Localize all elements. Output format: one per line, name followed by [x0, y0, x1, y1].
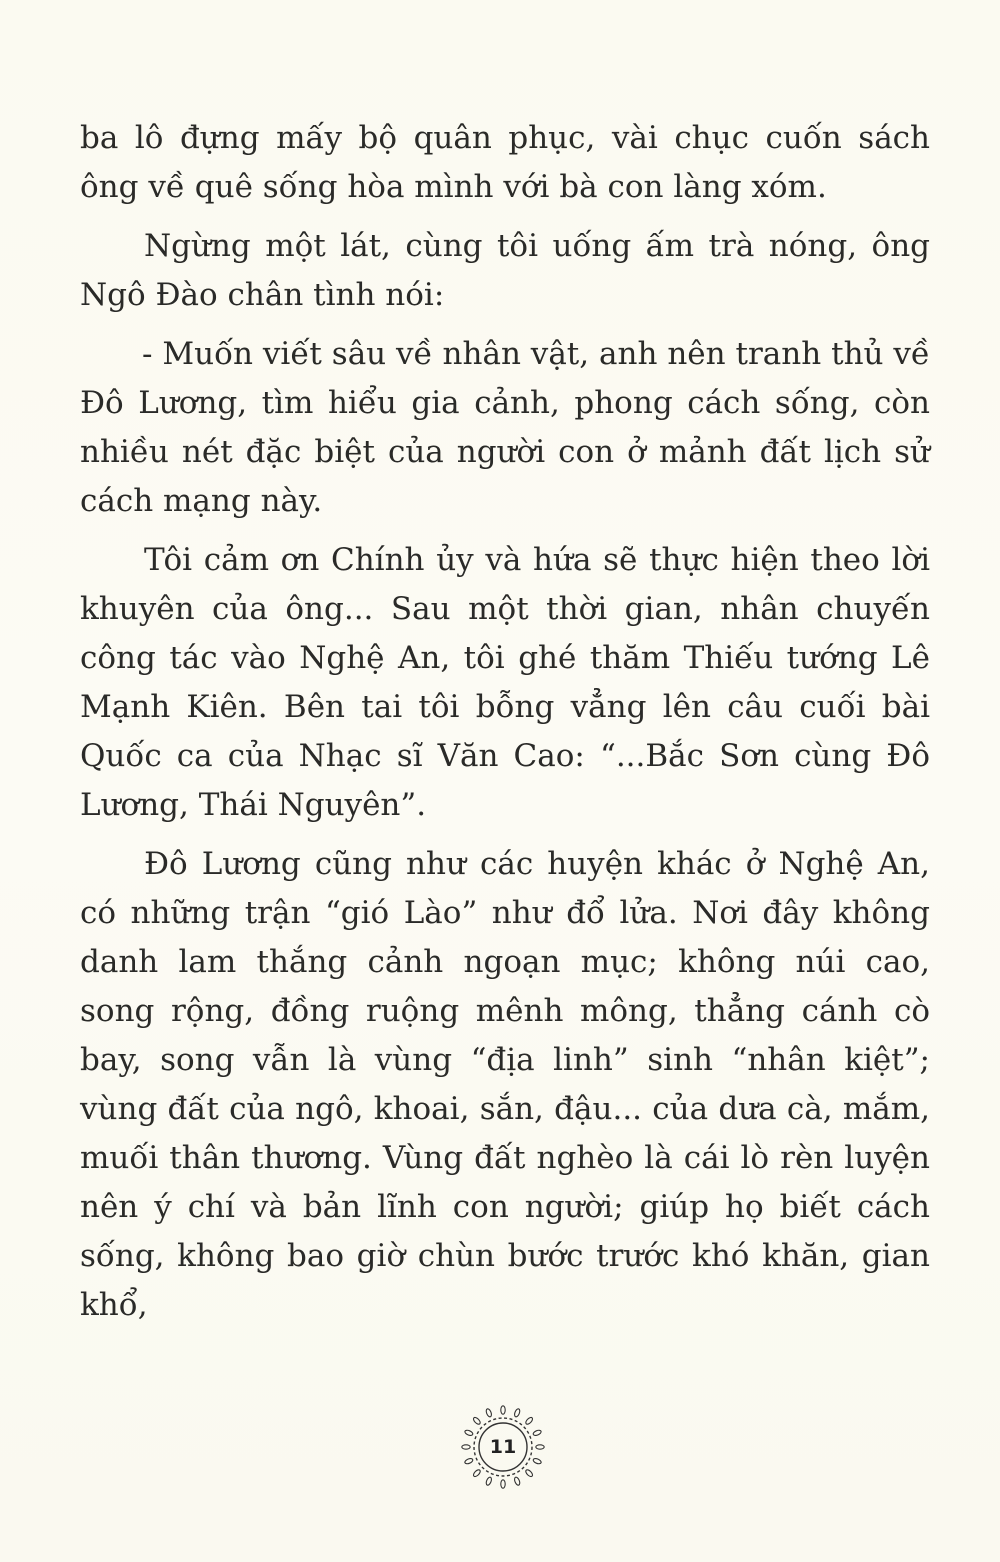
paragraph-1: ba lô đựng mấy bộ quân phục, vài chục cuốn sách ông về quê sống hòa mình với bà con làng xóm. [80, 120, 930, 205]
page-number: 11 [489, 1436, 517, 1458]
paragraph-3-dialogue: - Muốn viết sâu về nhân vật, anh nên tranh thủ về Đô Lương, tìm hiểu gia cảnh, phong cách sống, còn nhiều nét đặc biệt của người con ở mảnh đất lịch sử cách mạng này. [80, 336, 930, 519]
body-text [80, 114, 930, 1340]
paragraph-4: Tôi cảm ơn Chính ủy và hứa sẽ thực hiện theo lời khuyên của ông... Sau một thời gian, nhân chuyến công tác vào Nghệ An, tôi ghé thăm Thiếu tướng Lê Mạnh Kiên. Bên tai tôi bỗng vẳng lên câu cuối bài Quốc ca của Nhạc sĩ Văn Cao: “...Bắc Sơn cùng Đô Lương, Thái Nguyên”. [80, 542, 930, 823]
paragraph-5: Đô Lương cũng như các huyện khác ở Nghệ An, có những trận “gió Lào” như đổ lửa. Nơi đây không danh lam thắng cảnh ngoạn mục; không núi cao, song rộng, đồng ruộng mênh mông, thẳng cánh cò bay, song vẫn là vùng “địa linh” sinh “nhân kiệt”; vùng đất của ngô, khoai, sắn, đậu... của dưa cà, mắm, muối thân thương. Vùng đất nghèo là cái lò rèn luyện nên ý chí và bản lĩnh con người; giúp họ biết cách sống, không bao giờ chùn bước trước khó khăn, gian khổ, [80, 846, 930, 1323]
page-number-ornament [458, 1402, 548, 1492]
paragraph-2: Ngừng một lát, cùng tôi uống ấm trà nóng, ông Ngô Đào chân tình nói: [80, 228, 930, 313]
